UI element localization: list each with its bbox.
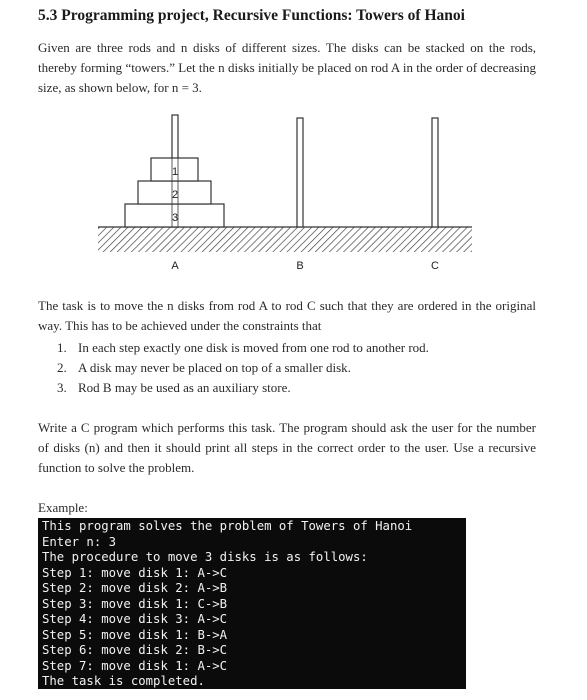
towers-of-hanoi-figure [0,100,587,280]
terminal-line: Enter n: 3 [42,534,117,549]
list-number: 2. [57,360,67,375]
terminal-line: Step 6: move disk 2: B->C [42,643,228,657]
terminal-line: The procedure to move 3 disks is as follows: [42,550,368,564]
terminal-line: Step 7: move disk 1: A->C [42,658,228,673]
list-text: A disk may never be placed on top of a smaller disk. [78,360,351,375]
rod-c [432,118,438,227]
ground-hatching [98,227,472,252]
rod-label-b: B [296,260,304,272]
terminal-line: This program solves the problem of Towers of Hanoi [42,519,413,533]
list-item [38,338,429,358]
disk-label-2: 2 [171,189,179,201]
instructions-paragraph: Write a C program which performs this task. The program should ask the user for the number of disks (n) and then it should print all steps in the correct order to the user. Use a recursive function to solve the problem. [38,420,536,475]
rod-label-a: A [171,260,179,272]
section-title: 5.3 Programming project, Recursive Functions: Towers of Hanoi [38,7,465,24]
list-number: 3. [57,380,67,395]
terminal-line: The task is completed. [42,674,205,688]
rod-label-c: C [431,260,439,272]
terminal-line: Step 4: move disk 3: A->C [42,612,228,626]
task-paragraph: The task is to move the n disks from rod A to rod C such that they are ordered in the original way. This has to be achieved under the constraints that [38,298,536,333]
intro-paragraph: Given are three rods and n disks of different sizes. The disks can be stacked on the rods, thereby forming “towers.” Let the n disks initially be placed on rod A in the order of decreasing size, as shown below, for n = 3. [38,40,536,95]
list-number: 1. [57,340,67,355]
list-item [38,378,429,398]
rod-b [297,118,303,227]
constraints-list [38,338,429,398]
terminal-line: Step 1: move disk 1: A->C [42,565,228,580]
list-text: Rod B may be used as an auxiliary store. [78,380,291,395]
terminal-line: Step 2: move disk 2: A->B [42,581,228,595]
list-item [38,358,429,378]
terminal-line: Step 5: move disk 1: B->A [42,627,228,642]
disk-label-3: 3 [171,212,179,224]
disk-label-1: 1 [171,166,179,178]
terminal-output [38,518,466,689]
list-text: In each step exactly one disk is moved from one rod to another rod. [78,340,429,355]
example-label: Example: [38,500,88,515]
terminal-line: Step 3: move disk 1: C->B [42,596,228,611]
